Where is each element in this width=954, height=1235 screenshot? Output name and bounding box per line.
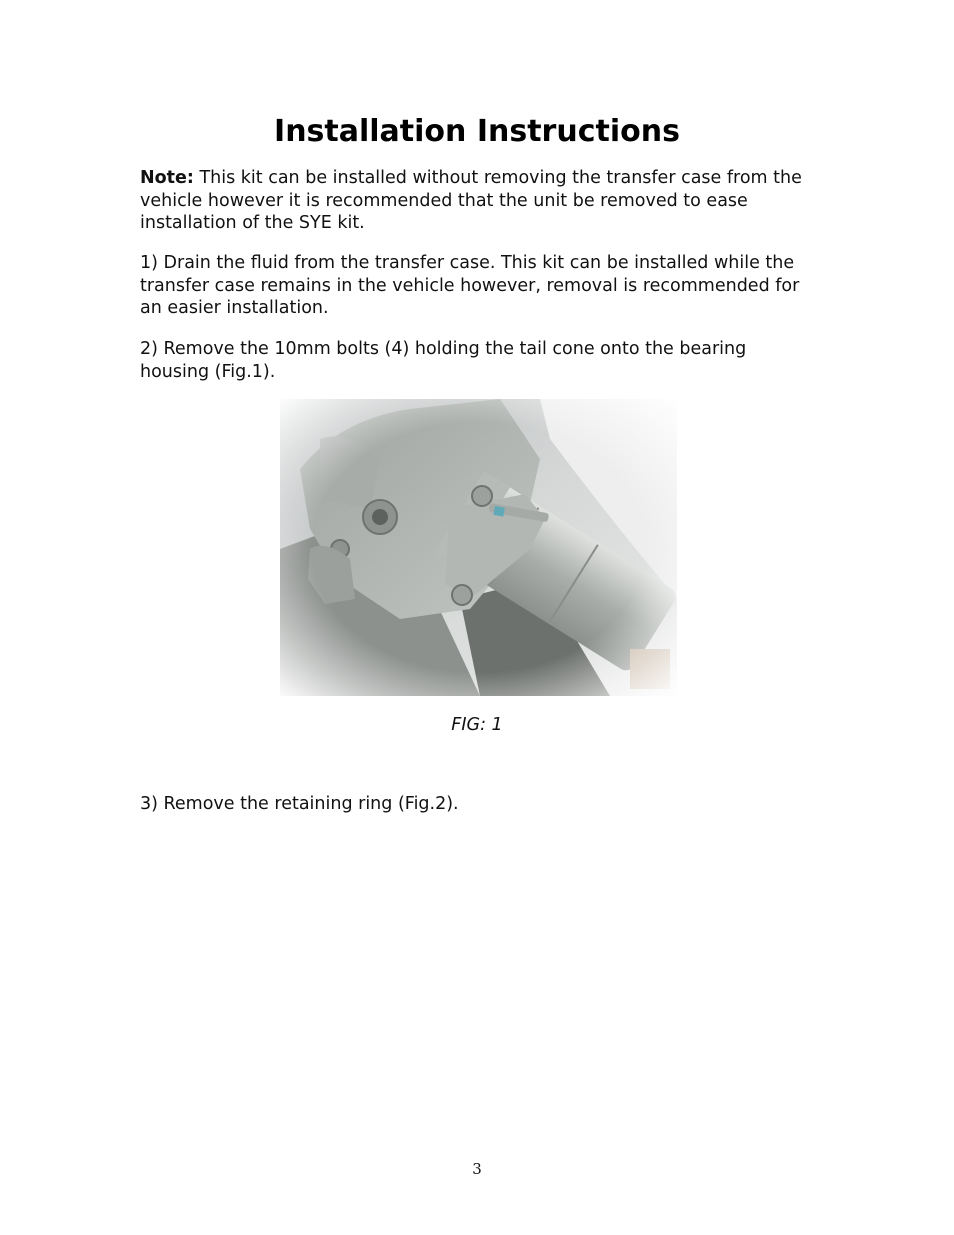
page-number: 3: [472, 1160, 482, 1178]
step-2: 2) Remove the 10mm bolts (4) holding the tail cone onto the bearing housing (Fig.1).: [140, 339, 747, 382]
transfer-case-photo-icon: [280, 399, 677, 696]
note-paragraph: [140, 167, 820, 235]
figure-1-caption: FIG: 1: [451, 715, 503, 735]
step-3: 3) Remove the retaining ring (Fig.2).: [140, 794, 459, 814]
figure-1-image: [280, 399, 677, 696]
note-label: Note:: [140, 168, 194, 188]
note-text: This kit can be installed without removing the transfer case from the vehicle however it is recommended that the unit be removed to ease installation of the SYE kit.: [140, 168, 802, 233]
page-title: Installation Instructions: [274, 114, 680, 149]
step-1: 1) Drain the fluid from the transfer case. This kit can be installed while the transfer case remains in the vehicle however, removal is recommended for an easier installation.: [140, 253, 800, 318]
